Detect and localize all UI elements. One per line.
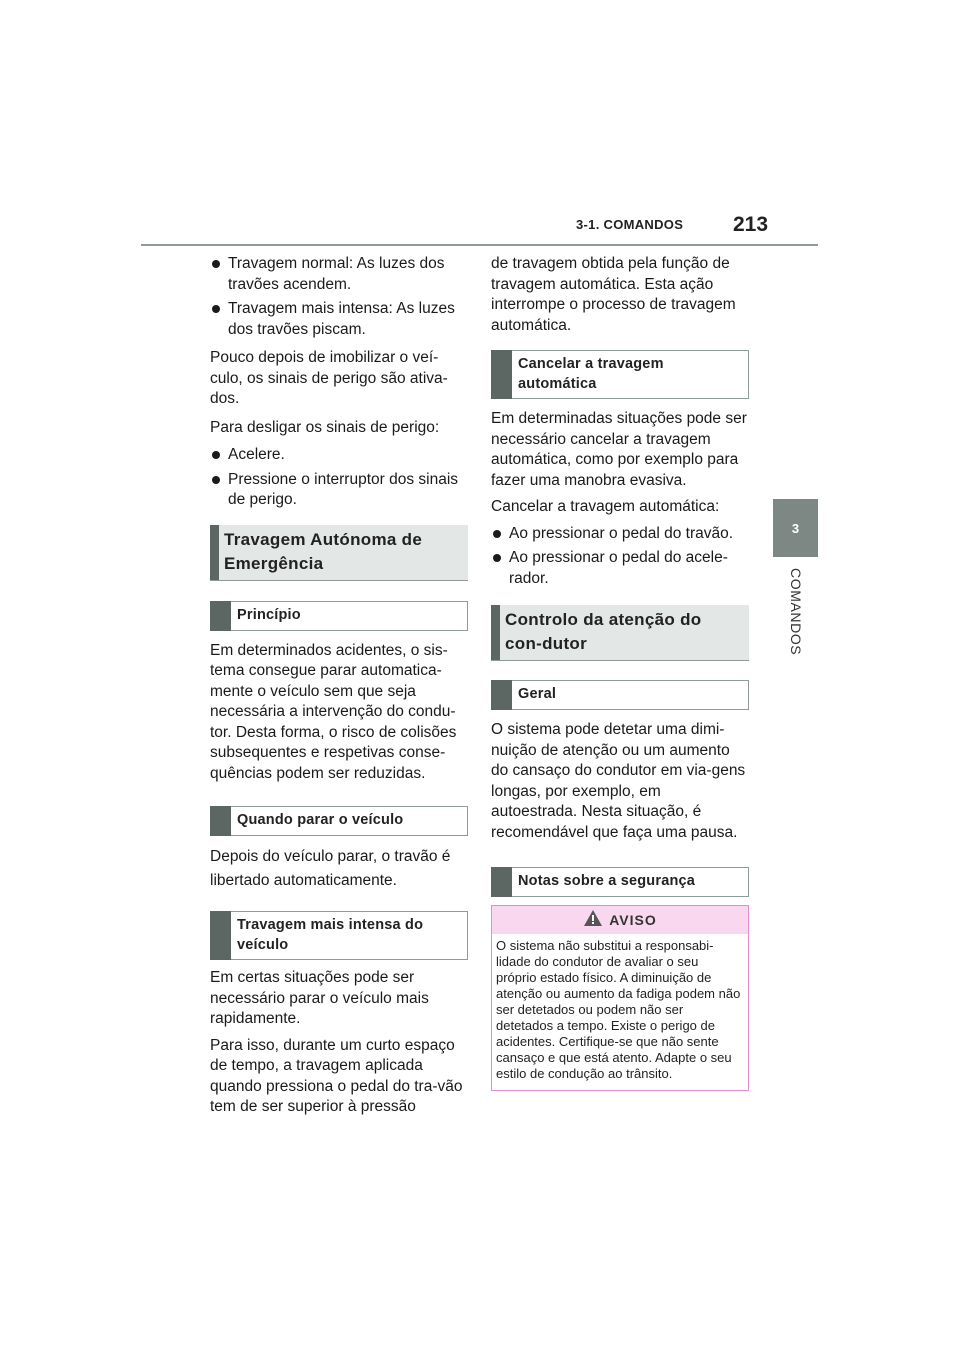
list-item: Pressione o interruptor dos sinais de perigo.: [210, 470, 468, 511]
list-item: Travagem mais intensa: As luzes dos travões piscam.: [210, 299, 468, 340]
section-title: 3-1. COMANDOS: [576, 217, 684, 232]
header-divider: [141, 244, 818, 246]
subsection-heading: Geral: [491, 680, 749, 710]
subsection-heading: Notas sobre a segurança: [491, 867, 749, 897]
paragraph: Para desligar os sinais de perigo:: [210, 418, 440, 436]
subsection-heading: Cancelar a travagem automática: [491, 350, 749, 399]
list-item: Ao pressionar o pedal do acele-rador.: [491, 548, 749, 589]
subsection-heading: Travagem mais intensa do veículo: [210, 911, 468, 960]
bullet-icon: [212, 451, 220, 459]
section-heading: Controlo da atenção do con-dutor: [491, 605, 749, 661]
list-item: Ao pressionar o pedal do travão.: [491, 524, 749, 545]
paragraph: Em determinados acidentes, o sis-tema consegue parar automatica-mente o veículo sem que seja necessária a intervenção do condu-tor. Desta forma, o risco de colisões subsequentes e respetivas conse-quências podem ser reduzidas.: [210, 641, 457, 782]
subsection-heading: Princípio: [210, 601, 468, 631]
paragraph: de travagem obtida pela função de travagem automática. Esta ação interrompe o processo de travagem automática.: [491, 255, 736, 334]
bullet-icon: [493, 554, 501, 562]
subsection-heading: Quando parar o veículo: [210, 806, 468, 836]
paragraph: Em certas situações pode ser necessário parar o veículo mais rapidamente.: [210, 969, 429, 1027]
paragraph: Em determinadas situações pode ser necessário cancelar a travagem automática, como por exemplo para fazer uma manobra evasiva.: [491, 410, 747, 489]
paragraph: Cancelar a travagem automática:: [491, 498, 720, 515]
chapter-tab[interactable]: 3: [773, 499, 818, 557]
warning-title: AVISO: [609, 912, 657, 928]
paragraph: Depois do veículo parar, o travão é libertado automaticamente.: [210, 848, 451, 889]
page-number: 213: [733, 213, 769, 236]
bullet-icon: [493, 530, 501, 538]
chapter-label: COMANDOS: [788, 568, 804, 656]
list-item: Travagem normal: As luzes dos travões acendem.: [210, 254, 468, 295]
bullet-icon: [212, 305, 220, 313]
paragraph: Para isso, durante um curto espaço de tempo, a travagem aplicada quando pressiona o pedal do tra-vão tem de ser superior à pressão: [210, 1036, 463, 1115]
right-column: [491, 254, 749, 1091]
section-heading: Travagem Autónoma de Emergência: [210, 525, 468, 581]
list-item: Acelere.: [210, 445, 468, 466]
warning-triangle-icon: [583, 909, 603, 932]
bullet-icon: [212, 476, 220, 484]
bullet-icon: [212, 260, 220, 268]
left-column: [210, 254, 468, 1118]
warning-box: [491, 905, 749, 1091]
paragraph: O sistema pode detetar uma dimi-nuição de atenção ou um aumento do cansaço do condutor em via-gens longas, por exemplo, em autoestrada. Nesta situação, é recomendável que faça uma pausa.: [491, 721, 746, 841]
warning-text: O sistema não substitui a responsabi-lidade do condutor de avaliar o seu próprio estado físico. A diminuição de atenção ou aumento da fadiga podem não ser detetados ou podem não ser detetados a tempo. Existe o perigo de acidentes. Certifique-se que não sente cansaço e que está atento. Adapte o seu estilo de condução ao trânsito.: [496, 938, 741, 1081]
paragraph: Pouco depois de imobilizar o veí-culo, os sinais de perigo são ativa-dos.: [210, 349, 448, 407]
warning-header: [492, 906, 748, 934]
